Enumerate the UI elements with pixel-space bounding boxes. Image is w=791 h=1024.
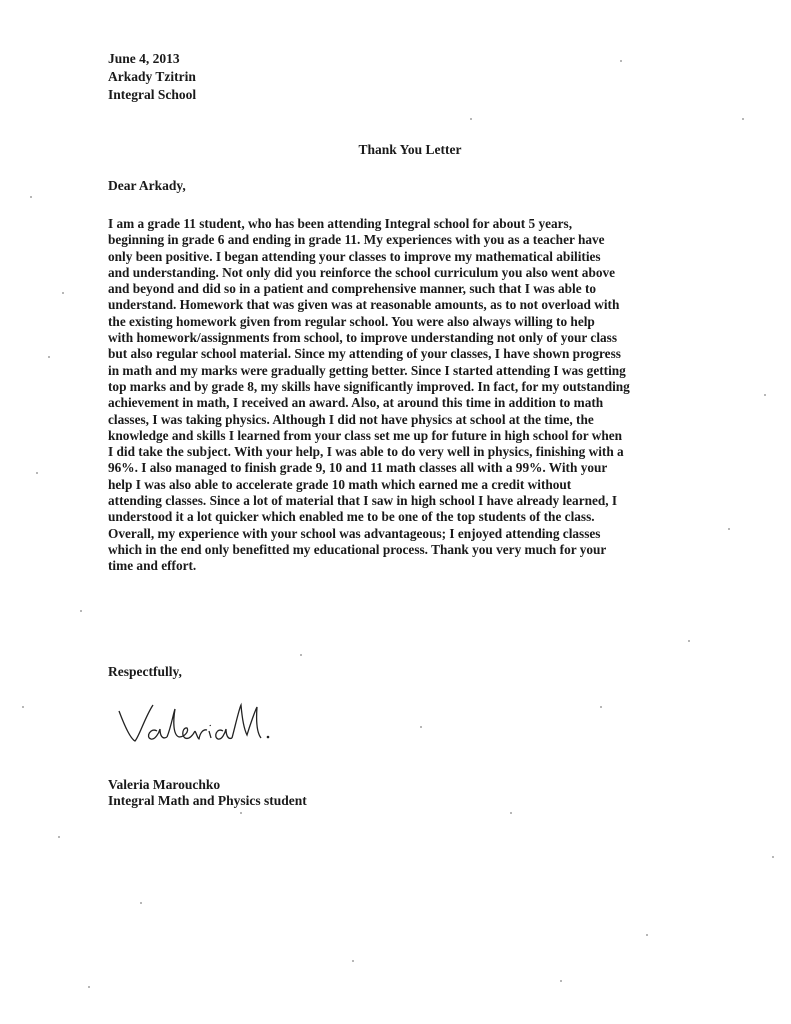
scan-speck: [58, 836, 60, 838]
body-line: time and effort.: [108, 558, 197, 574]
body-line: only been positive. I began attending your classes to improve my mathematical abilities: [108, 248, 601, 264]
scan-speck: [510, 812, 512, 814]
scan-speck: [420, 726, 422, 728]
body-line: beginning in grade 6 and ending in grade 11. My experiences with you as a teacher have: [108, 232, 605, 248]
body-line: and beyond and did so in a patient and comprehensive manner, such that I was able to: [108, 281, 597, 297]
body-line: the existing homework given from regular school. You were also always willing to help: [108, 313, 595, 329]
scan-speck: [764, 394, 766, 396]
scan-speck: [140, 902, 142, 904]
scan-speck: [62, 292, 64, 294]
closing: Respectfully,: [108, 664, 182, 679]
signer-block: [108, 777, 307, 809]
signer-name: Valeria Marouchko: [108, 777, 221, 792]
body-line: and understanding. Not only did you reinforce the school curriculum you also went above: [108, 264, 616, 280]
recipient-name: Arkady Tzitrin: [108, 69, 196, 84]
scan-speck: [728, 528, 730, 530]
body-line: help I was also able to accelerate grade 10 math which earned me a credit without: [108, 476, 572, 492]
body-line: attending classes. Since a lot of material that I saw in high school I have already learned, I: [108, 493, 618, 509]
scan-speck: [772, 856, 774, 858]
body-line: which in the end only benefitted my educational process. Thank you very much for your: [108, 541, 607, 557]
body-line: 96%. I also managed to finish grade 9, 10 and 11 math classes all with a 99%. With your: [108, 460, 608, 476]
body-line: top marks and by grade 8, my skills have significantly improved. In fact, for my outstanding: [108, 378, 630, 394]
body-line: knowledge and skills I learned from your class set me up for future in high school for when: [108, 427, 623, 443]
body-line: Overall, my experience with your school was advantageous; I enjoyed attending classes: [108, 525, 601, 541]
scan-speck: [620, 60, 622, 62]
scan-speck: [240, 812, 242, 814]
scan-speck: [80, 610, 82, 612]
body-line: classes, I was taking physics. Although I did not have physics at school at the time, the: [108, 411, 594, 427]
body-line: I did take the subject. With your help, I was able to do very well in physics, finishing with a: [108, 444, 624, 460]
scan-speck: [600, 706, 602, 708]
letter-title: Thank You Letter: [358, 142, 462, 157]
body-line: achievement in math, I received an award. Also, at around this time in addition to math: [108, 395, 604, 411]
scan-speck: [352, 960, 354, 962]
scan-speck: [30, 196, 32, 198]
body-line: in math and my marks were gradually getting better. Since I started attending I was getting: [108, 362, 626, 378]
letter-body: [108, 216, 708, 575]
body-line: I am a grade 11 student, who has been attending Integral school for about 5 years,: [108, 216, 573, 231]
scan-speck: [48, 356, 50, 358]
body-line: understand. Homework that was given was at reasonable amounts, as to not overload with: [108, 297, 620, 313]
body-line: understood it a lot quicker which enabled me to be one of the top students of the class.: [108, 509, 595, 525]
scan-speck: [88, 986, 90, 988]
scan-speck: [688, 640, 690, 642]
scan-speck: [36, 472, 38, 474]
scan-speck: [646, 934, 648, 936]
salutation: Dear Arkady,: [108, 178, 186, 193]
handwritten-signature: [115, 697, 295, 747]
body-line: with homework/assignments from school, to improve understanding not only of your class: [108, 330, 618, 346]
scan-speck: [560, 980, 562, 982]
scan-speck: [300, 654, 302, 656]
scan-speck: [22, 706, 24, 708]
body-line: but also regular school material. Since my attending of your classes, I have shown progress: [108, 346, 621, 362]
letter-header: [108, 50, 196, 104]
recipient-org: Integral School: [108, 87, 197, 102]
signer-role: Integral Math and Physics student: [108, 793, 307, 808]
letter-date: June 4, 2013: [108, 51, 180, 66]
scan-speck: [470, 118, 472, 120]
scan-speck: [742, 118, 744, 120]
